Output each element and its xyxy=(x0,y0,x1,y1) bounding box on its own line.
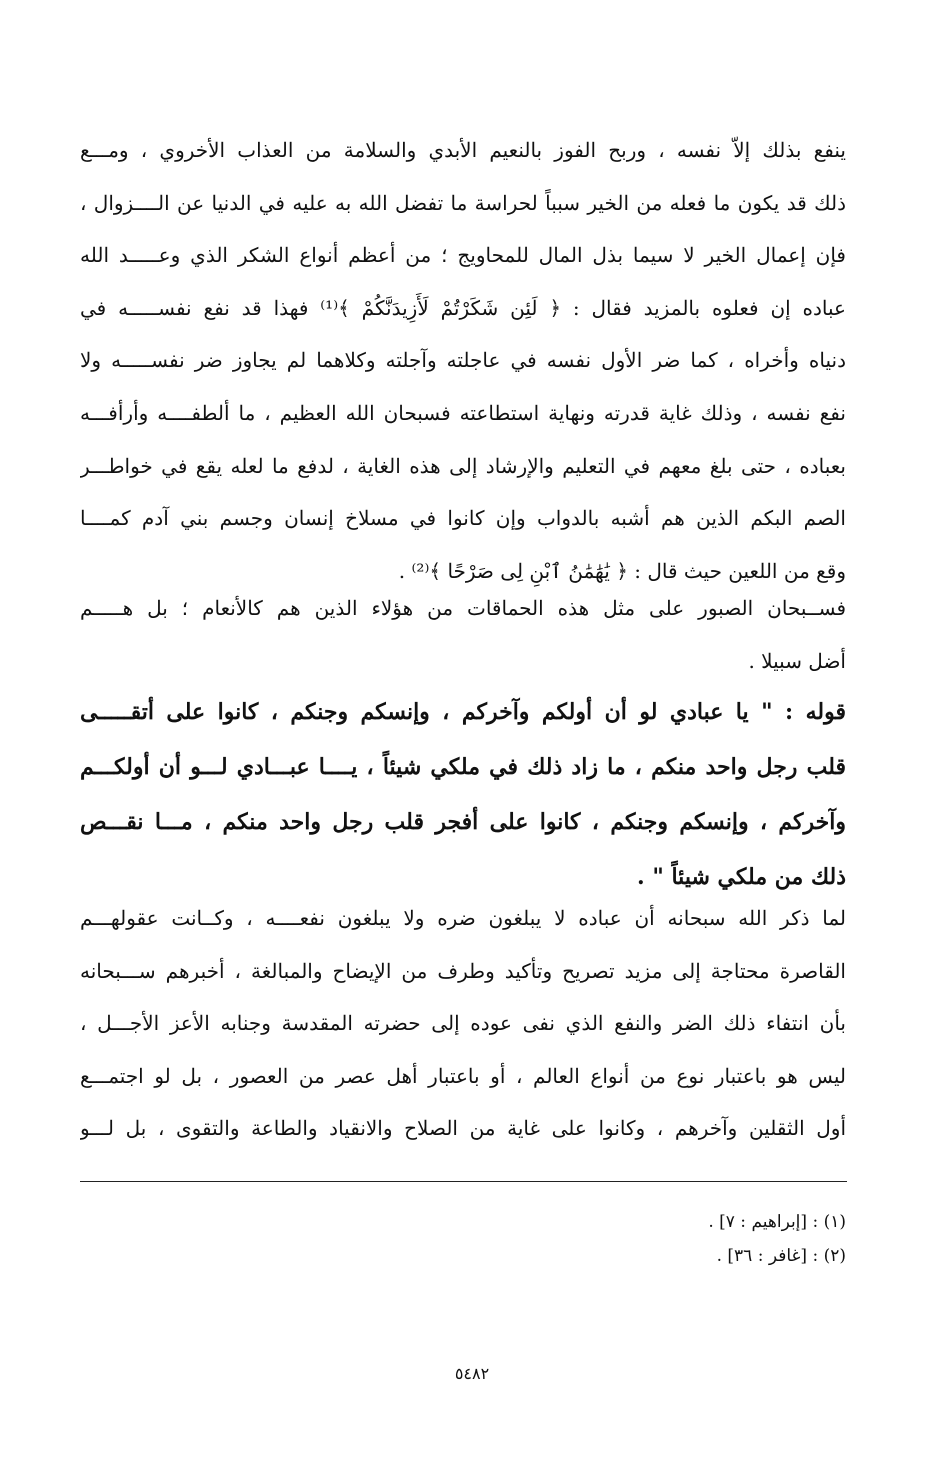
paragraph-1 xyxy=(80,124,846,597)
text-line: نفع نفسه ، وذلك غاية قدرته ونهاية استطاعته فسبحان الله العظيم ، ما ألطفــــه وأرأفـــه xyxy=(80,400,846,425)
hadith-quote-paragraph xyxy=(80,685,846,905)
text-line: وآخركم ، وإنسكم وجنكم ، كانوا على أفجر قلب رجل واحد منكم ، مـــا نقـــص xyxy=(80,809,846,835)
footnote-1: (١) : [إبراهيم : ٧] . xyxy=(708,1212,846,1232)
paragraph-4 xyxy=(80,892,846,1155)
footnotes xyxy=(80,1205,846,1273)
footnote-divider xyxy=(80,1181,847,1182)
text-line: دنياه وأخراه ، كما ضر الأول نفسه في عاجلته وآجلته وكلاهما لم يجاوز ضر نفســـــه ولا xyxy=(80,348,846,373)
text-line: قوله : " يا عبادي لو أن أولكم وآخركم ، وإنسكم وجنكم ، كانوا على أتقـــــى xyxy=(80,699,846,725)
footnote-2: (٢) : [غافر : ٣٦] . xyxy=(716,1246,846,1266)
text-line: ذلك من ملكي شيئاً " . xyxy=(637,864,846,890)
text-line: أول الثقلين وآخرهم ، وكانوا على غاية من الصلاح والانقياد والطاعة والتقوى ، بل لـــو xyxy=(80,1116,846,1141)
text-line: ذلك قد يكون ما فعله من الخير سبباً لحراسة ما تفضل الله به عليه في الدنيا عن الــــزوال ، xyxy=(80,190,846,215)
paragraph-2 xyxy=(80,582,846,687)
text-line: لما ذكر الله سبحانه أن عباده لا يبلغون ضره ولا يبلغون نفعــــه ، وكــانت عقولهـــم xyxy=(80,906,846,930)
text-line: فإن إعمال الخير لا سيما بذل المال للمحاويج ؛ من أعظم أنواع الشكر الذي وعـــــد الله xyxy=(80,243,846,268)
text-line: قلب رجل واحد منكم ، ما زاد ذلك في ملكي شيئاً ، يــــا عبـــادي لـــو أن أولكـــم xyxy=(80,754,846,780)
text-line: الصم البكم الذين هم أشبه بالدواب وإن كانوا في مسلاخ إنسان وجسم بني آدم كمــــا xyxy=(80,506,846,531)
text-line: ليس هو باعتبار نوع من أنواع العالم ، أو باعتبار أهل عصر من العصور ، بل لو اجتمـــع xyxy=(80,1063,846,1088)
text-line: القاصرة محتاجة إلى مزيد تصريح وتأكيد وطرف من الإيضاح والمبالغة ، أخبرهم ســـبحانه xyxy=(80,958,846,983)
text-line: وقع من اللعين حيث قال : ﴿ يَٰهَٰمَٰنُ ٱبْنِ لِى صَرْحًا ﴾⁽²⁾ . xyxy=(398,558,846,583)
page-number: ٥٤٨٢ xyxy=(454,1364,490,1383)
text-line: أضل سبيلا . xyxy=(748,648,846,673)
text-line: فســبحان الصبور على مثل هذه الحماقات من هؤلاء الذين هم كالأنعام ؛ بل هـــــم xyxy=(80,596,846,620)
text-line: عباده إن فعلوه بالمزيد فقال : ﴿ لَئِن شَكَرْتُمْ لَأَزِيدَنَّكُمْ ﴾⁽¹⁾ فهذا قد نفع نفســـــه في xyxy=(80,295,846,320)
text-line: بعباده ، حتى بلغ معهم في التعليم والإرشاد إلى هذه الغاية ، لدفع ما لعله يقع في خواطـــر xyxy=(80,453,846,478)
text-line: ينفع بذلك إلاّ نفسه ، وربح الفوز بالنعيم الأبدي والسلامة من العذاب الأخروي ، ومـــع xyxy=(80,138,846,162)
text-line: بأن انتفاء ذلك الضر والنفع الذي نفى عوده إلى حضرته المقدسة وجنابه الأعز الأجـــل ، xyxy=(80,1011,846,1036)
